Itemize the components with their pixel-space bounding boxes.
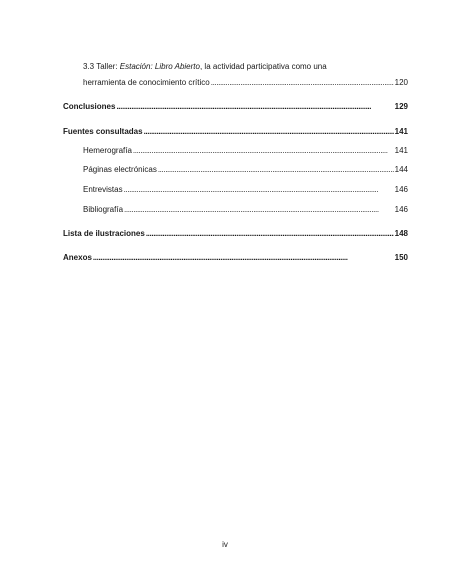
toc-entry-page: 146 bbox=[394, 205, 408, 214]
toc-leader-dots bbox=[211, 78, 394, 88]
toc-leader-dots bbox=[144, 127, 394, 137]
toc-entry-hemerografia bbox=[83, 146, 408, 156]
toc-entry-3-3-line2-text: herramienta de conocimiento crítico bbox=[83, 78, 210, 87]
toc-entry-label: Páginas electrónicas bbox=[83, 165, 157, 174]
toc-entry-bibliografia bbox=[83, 205, 408, 215]
toc-entry-3-3-italic-title: Estación: Libro Abierto bbox=[119, 62, 200, 71]
toc-leader-dots bbox=[93, 253, 394, 263]
toc-entry-entrevistas bbox=[83, 185, 408, 195]
toc-entry-conclusiones bbox=[63, 102, 408, 112]
toc-entry-page: 141 bbox=[394, 127, 408, 136]
toc-leader-dots bbox=[158, 165, 394, 175]
toc-leader-dots bbox=[124, 185, 394, 195]
toc-entry-3-3-line1 bbox=[83, 62, 327, 72]
toc-leader-dots bbox=[124, 205, 394, 215]
toc-entry-lista-de-ilustraciones bbox=[63, 229, 408, 239]
toc-entry-3-3-page: 120 bbox=[394, 78, 408, 87]
page-number: iv bbox=[222, 540, 228, 549]
toc-entry-fuentes-consultadas bbox=[63, 127, 408, 137]
toc-entry-label: Hemerografía bbox=[83, 146, 132, 155]
toc-entry-3-3-suffix: , la actividad participativa como una bbox=[199, 62, 327, 71]
toc-entry-label: Entrevistas bbox=[83, 185, 123, 194]
toc-entry-3-3-line2 bbox=[83, 78, 408, 88]
toc-leader-dots bbox=[133, 146, 394, 156]
toc-entry-page: 148 bbox=[394, 229, 408, 238]
toc-entry-page: 146 bbox=[394, 185, 408, 194]
toc-leader-dots bbox=[116, 102, 393, 112]
toc-entry-3-3-prefix: 3.3 Taller: bbox=[83, 62, 120, 71]
toc-entry-label: Fuentes consultadas bbox=[63, 127, 143, 136]
toc-entry-label: Conclusiones bbox=[63, 102, 116, 111]
toc-entry-page: 150 bbox=[394, 253, 408, 262]
toc-entry-label: Lista de ilustraciones bbox=[63, 229, 145, 238]
toc-entry-anexos bbox=[63, 253, 408, 263]
toc-entry-label: Bibliografía bbox=[83, 205, 124, 214]
toc-leader-dots bbox=[146, 229, 394, 239]
toc-entry-label: Anexos bbox=[63, 253, 92, 262]
toc-entry-paginas-electronicas bbox=[83, 165, 408, 175]
toc-entry-page: 141 bbox=[394, 146, 408, 155]
toc-entry-page: 129 bbox=[394, 102, 408, 111]
toc-entry-page: 144 bbox=[394, 165, 408, 174]
